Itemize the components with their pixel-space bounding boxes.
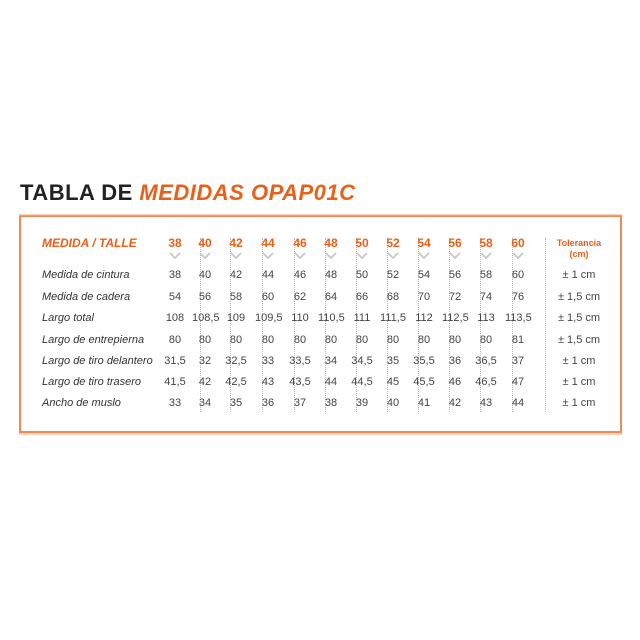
- table-cell: 33: [168, 397, 182, 409]
- chevron-down-icon: [349, 250, 375, 262]
- tolerance-cell: ± 1,5 cm: [557, 291, 601, 303]
- chevron-down-icon: [380, 250, 406, 262]
- size-header: 54: [417, 236, 431, 250]
- table-cell: 109,5: [255, 312, 283, 324]
- table-cell: 42: [448, 397, 462, 409]
- chevron-down-icon: [411, 250, 437, 262]
- table-cell: 40: [386, 397, 400, 409]
- row-label: Largo de tiro delantero: [42, 355, 153, 367]
- table-cell: 34: [198, 397, 212, 409]
- row-label: Medida de cadera: [42, 291, 131, 303]
- row-label: Largo de entrepierna: [42, 334, 145, 346]
- table-cell: 45: [386, 376, 400, 388]
- size-header: 60: [511, 236, 525, 250]
- table-cell: 42: [229, 269, 243, 281]
- table-cell: 54: [417, 269, 431, 281]
- table-cell: 47: [511, 376, 525, 388]
- table-cell: 32,5: [225, 355, 247, 367]
- table-cell: 33,5: [289, 355, 311, 367]
- table-cell: 108: [165, 312, 185, 324]
- table-cell: 70: [417, 291, 431, 303]
- table-cell: 44,5: [351, 376, 373, 388]
- chevron-down-icon: [162, 250, 188, 262]
- table-cell: 112,5: [442, 312, 469, 324]
- table-cell: 74: [479, 291, 493, 303]
- table-cell: 32: [198, 355, 212, 367]
- table-cell: 80: [293, 334, 307, 346]
- table-cell: 39: [355, 397, 369, 409]
- table-cell: 80: [417, 334, 431, 346]
- table-cell: 43: [479, 397, 493, 409]
- table-cell: 34: [324, 355, 338, 367]
- table-cell: 111: [353, 312, 371, 324]
- table-cell: 72: [448, 291, 462, 303]
- size-header: 50: [355, 236, 369, 250]
- header-label: MEDIDA / TALLE: [42, 236, 137, 250]
- table-cell: 50: [355, 269, 369, 281]
- table-cell: 113: [477, 312, 495, 324]
- table-cell: 36: [261, 397, 275, 409]
- table-cell: 44: [324, 376, 338, 388]
- table-cell: 112: [415, 312, 433, 324]
- table-cell: 46,5: [475, 376, 497, 388]
- table-cell: 113,5: [505, 312, 532, 324]
- table-cell: 58: [229, 291, 243, 303]
- table-cell: 42: [198, 376, 212, 388]
- chevron-down-icon: [223, 250, 249, 262]
- size-header: 52: [386, 236, 400, 250]
- table-cell: 41,5: [164, 376, 186, 388]
- table-cell: 36,5: [475, 355, 497, 367]
- table-cell: 41: [417, 397, 431, 409]
- table-cell: 44: [511, 397, 525, 409]
- table-cell: 43: [261, 376, 275, 388]
- tolerance-cell: ± 1 cm: [562, 397, 596, 409]
- size-header: 44: [261, 236, 275, 250]
- table-cell: 38: [324, 397, 338, 409]
- table-cell: 80: [448, 334, 462, 346]
- tolerance-header: Tolerancia (cm): [556, 238, 602, 259]
- table-cell: 35: [229, 397, 243, 409]
- table-cell: 33: [261, 355, 275, 367]
- table-cell: 62: [293, 291, 307, 303]
- size-header: 58: [479, 236, 493, 250]
- chevron-down-icon: [255, 250, 281, 262]
- table-cell: 108,5: [192, 312, 220, 324]
- table-cell: 40: [198, 269, 212, 281]
- table-cell: 46: [293, 269, 307, 281]
- size-header: 40: [198, 236, 212, 250]
- table-cell: 52: [386, 269, 400, 281]
- table-cell: 110,5: [318, 312, 345, 324]
- table-cell: 80: [198, 334, 212, 346]
- table-cell: 80: [229, 334, 243, 346]
- table-cell: 110: [291, 312, 309, 324]
- table-cell: 64: [324, 291, 338, 303]
- table-cell: 81: [511, 334, 525, 346]
- chevron-down-icon: [318, 250, 344, 262]
- table-cell: 37: [293, 397, 307, 409]
- row-label: Medida de cintura: [42, 269, 130, 281]
- chevron-down-icon: [287, 250, 313, 262]
- size-header: 38: [168, 236, 182, 250]
- tolerance-cell: ± 1 cm: [562, 376, 596, 388]
- chevron-down-icon: [473, 250, 499, 262]
- table-cell: 80: [479, 334, 493, 346]
- table-cell: 111,5: [380, 312, 406, 324]
- tolerance-cell: ± 1,5 cm: [557, 312, 601, 324]
- table-cell: 66: [355, 291, 369, 303]
- table-cell: 35: [386, 355, 400, 367]
- tolerance-cell: ± 1,5 cm: [557, 334, 601, 346]
- table-cell: 43,5: [289, 376, 311, 388]
- table-cell: 56: [198, 291, 212, 303]
- table-cell: 80: [168, 334, 182, 346]
- chevron-down-icon: [192, 250, 218, 262]
- size-header: 48: [324, 236, 338, 250]
- page-title: [20, 180, 356, 206]
- table-cell: 38: [168, 269, 182, 281]
- table-cell: 36: [448, 355, 462, 367]
- row-label: Largo total: [42, 312, 94, 324]
- row-label: Largo de tiro trasero: [42, 376, 142, 388]
- table-cell: 44: [261, 269, 275, 281]
- size-header: 46: [293, 236, 307, 250]
- table-cell: 80: [386, 334, 400, 346]
- title-prefix: TABLA DE: [20, 180, 140, 205]
- chevron-down-icon: [442, 250, 468, 262]
- table-cell: 46: [448, 376, 462, 388]
- table-cell: 56: [448, 269, 462, 281]
- table-cell: 80: [261, 334, 275, 346]
- title-accent: MEDIDAS OPAP01C: [139, 180, 356, 205]
- size-header: 56: [448, 236, 462, 250]
- table-cell: 45,5: [413, 376, 435, 388]
- tolerance-cell: ± 1 cm: [562, 269, 596, 281]
- table-cell: 34,5: [351, 355, 373, 367]
- table-cell: 42,5: [225, 376, 247, 388]
- chevron-down-icon: [505, 250, 531, 262]
- table-cell: 31,5: [164, 355, 186, 367]
- row-label: Ancho de muslo: [42, 397, 121, 409]
- table-cell: 76: [511, 291, 525, 303]
- table-cell: 35,5: [413, 355, 435, 367]
- table-cell: 80: [355, 334, 369, 346]
- size-header: 42: [229, 236, 243, 250]
- table-cell: 37: [511, 355, 525, 367]
- table-cell: 48: [324, 269, 338, 281]
- table-cell: 109: [226, 312, 246, 324]
- table-cell: 60: [261, 291, 275, 303]
- table-cell: 54: [168, 291, 182, 303]
- table-cell: 80: [324, 334, 338, 346]
- table-cell: 68: [386, 291, 400, 303]
- column-separator: [545, 238, 546, 412]
- table-cell: 60: [511, 269, 525, 281]
- table-cell: 58: [479, 269, 493, 281]
- tolerance-cell: ± 1 cm: [562, 355, 596, 367]
